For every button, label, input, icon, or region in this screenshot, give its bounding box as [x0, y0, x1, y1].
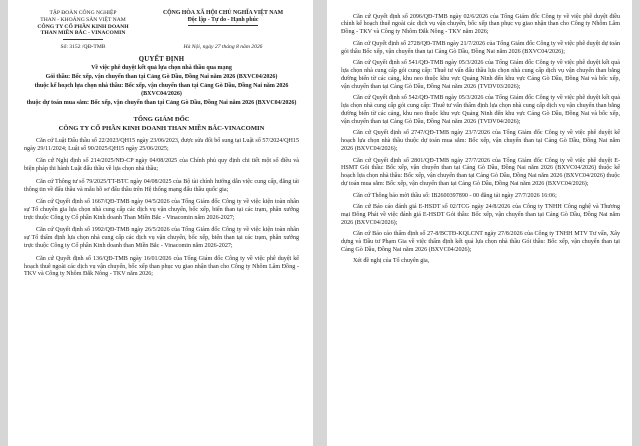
issuer-company: CÔNG TY CỔ PHẦN KINH DOANH THAN MIỀN BẮC-VINACOMIN	[58, 124, 265, 132]
legal-basis-paragraph: Căn cứ Nghị định số 214/2025/NĐ-CP ngày 04/08/2025 của Chính phủ quy định chi tiết một số điều và biện pháp thi hành Luật đấu thầu về lựa chọn nhà thầu;	[24, 158, 299, 173]
legal-basis-paragraph: Căn cứ Báo cáo đánh giá E-HSDT số 02/TCG ngày 24/8/2026 của Công ty TNHH Công nghệ và Thương mại Đông Phát về việc đánh giá E-HSDT Gói thầu: Bốc xếp, vận chuyển than tại Cảng Gò Dầu, Đồng Nai năm 2026 (BXVC04/2026);	[341, 204, 620, 226]
org-line-4: THAN MIỀN BẮC - VINACOMIN	[40, 30, 126, 37]
org-line-3: CÔNG TY CỔ PHẦN KINH DOANH	[37, 23, 129, 30]
national-header	[147, 10, 299, 40]
legal-basis-paragraph: Căn cứ Quyết định số 542/QĐ-TMB ngày 05/3/2026 của Tổng Giám đốc Công ty về việc phê duyệt kết quả lựa chọn nhà cung cấp gói cung cấp: Thuê tư vấn thẩm định lựa chọn nhà cung cấp dịch vụ vận chuyển than bằng đường biển từ các cảng, khu neo thuộc khu vực Quảng Ninh đến khu vực Cảng Gò Dầu, Đồng Nai và bốc xếp, vận chuyển than tại Cảng Gò Dầu, Đồng Nai năm 2026 (TVDV04/2026);	[341, 95, 620, 125]
document-number: Số: 3152 /QĐ-TMB	[60, 44, 106, 51]
legal-basis-paragraph: Căn cứ Quyết định số 136/QĐ-TMB ngày 16/01/2026 của Tổng Giám đốc Công ty về việc phê duyệt kế hoạch thuê ngoài các dịch vụ vận chuyển, bốc xếp than phục vụ giao nhận than cho Công ty Nhôm Lâm Đồng - TKV và Công ty Nhôm Đắk Nông - TKV năm 2026;	[24, 255, 299, 278]
document-page-left	[8, 0, 313, 446]
legal-basis-paragraph: Căn cứ Quyết định số 2096/QĐ-TMB ngày 02/6/2026 của Tổng Giám đốc Công ty về việc phê duyệt điều chỉnh kế hoạch thuê ngoài các dịch vụ vận chuyển, bốc xếp than phục vụ giao nhận than cho Công ty Nhôm Lâm Đồng - TKV và Công ty Nhôm Đắk Nông - TKV năm 2026;	[341, 13, 620, 36]
issuer-block	[24, 116, 299, 133]
legal-basis-paragraph: Căn cứ Quyết định số 541/QĐ-TMB ngày 05/3/2026 của Tổng Giám đốc Công ty về việc phê duyệt kết quả lựa chọn nhà cung cấp gói cung cấp: Thuê tư vấn đấu thầu lựa chọn nhà cung cấp dịch vụ vận chuyển than bằng đường biển từ các cảng, khu neo thuộc khu vực Quảng Ninh đến khu vực Cảng Gò Dầu, Đồng Nai và bốc xếp, vận chuyển than tại Cảng Gò Dầu, Đồng Nai năm 2026 (TVDV03/2026);	[341, 60, 620, 90]
org-line-1: TẬP ĐOÀN CÔNG NGHIỆP	[49, 10, 117, 16]
document-page-right	[327, 0, 632, 446]
closing-statement: Xét đề nghị của Tổ chuyên gia,	[353, 258, 430, 265]
letterhead	[24, 10, 299, 40]
legal-basis-paragraph: Căn cứ Quyết định số 1992/QĐ-TMB ngày 26/5/2026 của Tổng Giám đốc Công ty về việc kiện toàn nhân sự Tổ thẩm định lựa chọn nhà cung cấp các dịch vụ vận chuyển, bốc xếp, biển than tại các trạm, phân xưởng trực thuộc Công ty Cổ phần Kinh doanh than Miền Bắc - Vinacomin năm 2026-2027;	[24, 227, 299, 250]
decision-title: QUYẾT ĐỊNH	[138, 56, 185, 64]
country-name: CỘNG HÒA XÃ HỘI CHỦ NGHĨA VIỆT NAM	[162, 10, 284, 16]
document-date: Hà Nội, ngày 27 tháng 8 năm 2026	[183, 44, 263, 51]
decision-subject-3: thuộc kế hoạch lựa chọn nhà thầu: Bốc xếp, vận chuyển than tại Cảng Gò Dầu, Đồng Nai năm 2026 (BXVC04/2026)	[34, 83, 289, 98]
legal-basis-paragraph: Căn cứ Báo cáo thẩm định số 27-8/BCTĐ-KQLCNT ngày 27/8/2026 của Công ty TNHH MTV Tư vấn, Xây dựng và Đầu tư Phạm Gia về việc thẩm định kết quả lựa chọn nhà thầu Gói thầu: Bốc xếp, vận chuyển than tại Cảng Gò Dầu, Đồng Nai năm 2026 (BXVC04/2026);	[341, 231, 620, 254]
decision-subject-2: Gói thầu: Bốc xếp, vận chuyển than tại Cảng Gò Dầu, Đồng Nai năm 2026 (BXVC04/2026)	[45, 74, 278, 81]
legal-basis-paragraph: Căn cứ Thông báo mời thầu số: IB2600397890 - 00 đăng tải ngày 27/7/2026 16:06;	[353, 192, 557, 199]
issuer-title: TỔNG GIÁM ĐỐC	[133, 116, 190, 124]
legal-basis-paragraph: Căn cứ Quyết định số 2747/QĐ-TMB ngày 23/7/2026 của Tổng Giám đốc Công ty về việc phê duyệt kế hoạch lựa chọn nhà thầu thuộc dự toán mua sắm: Bốc xếp, vận chuyển than tại Cảng Gò Dầu, Đồng Nai năm 2026 (BXVC04/2026);	[341, 130, 620, 153]
national-motto: Độc lập - Tự do - Hạnh phúc	[188, 17, 259, 26]
legal-basis-paragraph: Căn cứ Thông tư số 79/2025/TT-BTC ngày 04/08/2025 của Bộ tài chính hướng dẫn việc cung cấp, đăng tải thông tin về đấu thầu và mẫu hồ sơ đấu thầu trên Hệ thống mạng đấu thầu quốc gia;	[24, 178, 299, 193]
organization-block	[24, 10, 142, 40]
legal-basis-paragraph: Căn cứ Quyết định số 2801/QĐ-TMB ngày 27/7/2026 của Tổng Giám đốc Công ty về việc phê duyệt E-HSMT Gói thầu: Bốc xếp, vận chuyển than tại Cảng Gò Dầu, Đồng Nai năm 2026 (BXVC04/2026) thuộc kế hoạch lựa chọn nhà thầu: Bốc xếp, vận chuyển than tại Cảng Gò Dầu, Đồng Nai năm 2026 (BXVC04/2026) thuộc dự toán mua sắm: Bốc xếp, vận chuyển than tại Cảng Gò Dầu, Đồng Nai năm 2026 (BXVC04/2026);	[341, 157, 620, 188]
legal-basis-paragraph: Căn cứ Quyết định số 1667/QĐ-TMB ngày 04/5/2026 của Tổng Giám đốc Công ty về việc kiện toàn nhân sự Tổ chuyên gia lựa chọn nhà cung cấp các dịch vụ vận chuyển, bốc xếp, biển than tại các trạm, phân xưởng trực thuộc Công ty Cổ phần Kinh doanh Than Miền Bắc - Vinacomin năm 2026-2027;	[24, 199, 299, 221]
org-underline	[63, 39, 103, 40]
legal-basis-paragraph: Căn cứ Quyết định số 2728/QĐ-TMB ngày 21/7/2026 của Tổng Giám đốc Công ty về việc phê duyệt dự toán gói thầu Bốc xếp, vận chuyển than tại Cảng Gò Dầu, Đồng Nai năm 2026 (BXVC04/2026);	[341, 40, 620, 55]
decision-subject-1: Về việc phê duyệt kết quả lựa chọn nhà thầu qua mạng	[91, 65, 232, 72]
org-line-2: THAN - KHOÁNG SẢN VIỆT NAM	[40, 16, 126, 23]
document-meta	[24, 44, 299, 51]
legal-basis-paragraph: Căn cứ Luật Đấu thầu số 22/2023/QH15 ngày 23/06/2023, được sửa đổi bổ sung tại Luật số 57/2024/QH15 ngày 29/11/2024; Luật số 90/2025/QH15 ngày 25/06/2025;	[24, 137, 299, 152]
decision-subject-4: thuộc dự toán mua sắm: Bốc xếp, vận chuyển than tại Cảng Gò Dầu, Đồng Nai năm 2026 (BXVC04/2026)	[26, 100, 297, 107]
